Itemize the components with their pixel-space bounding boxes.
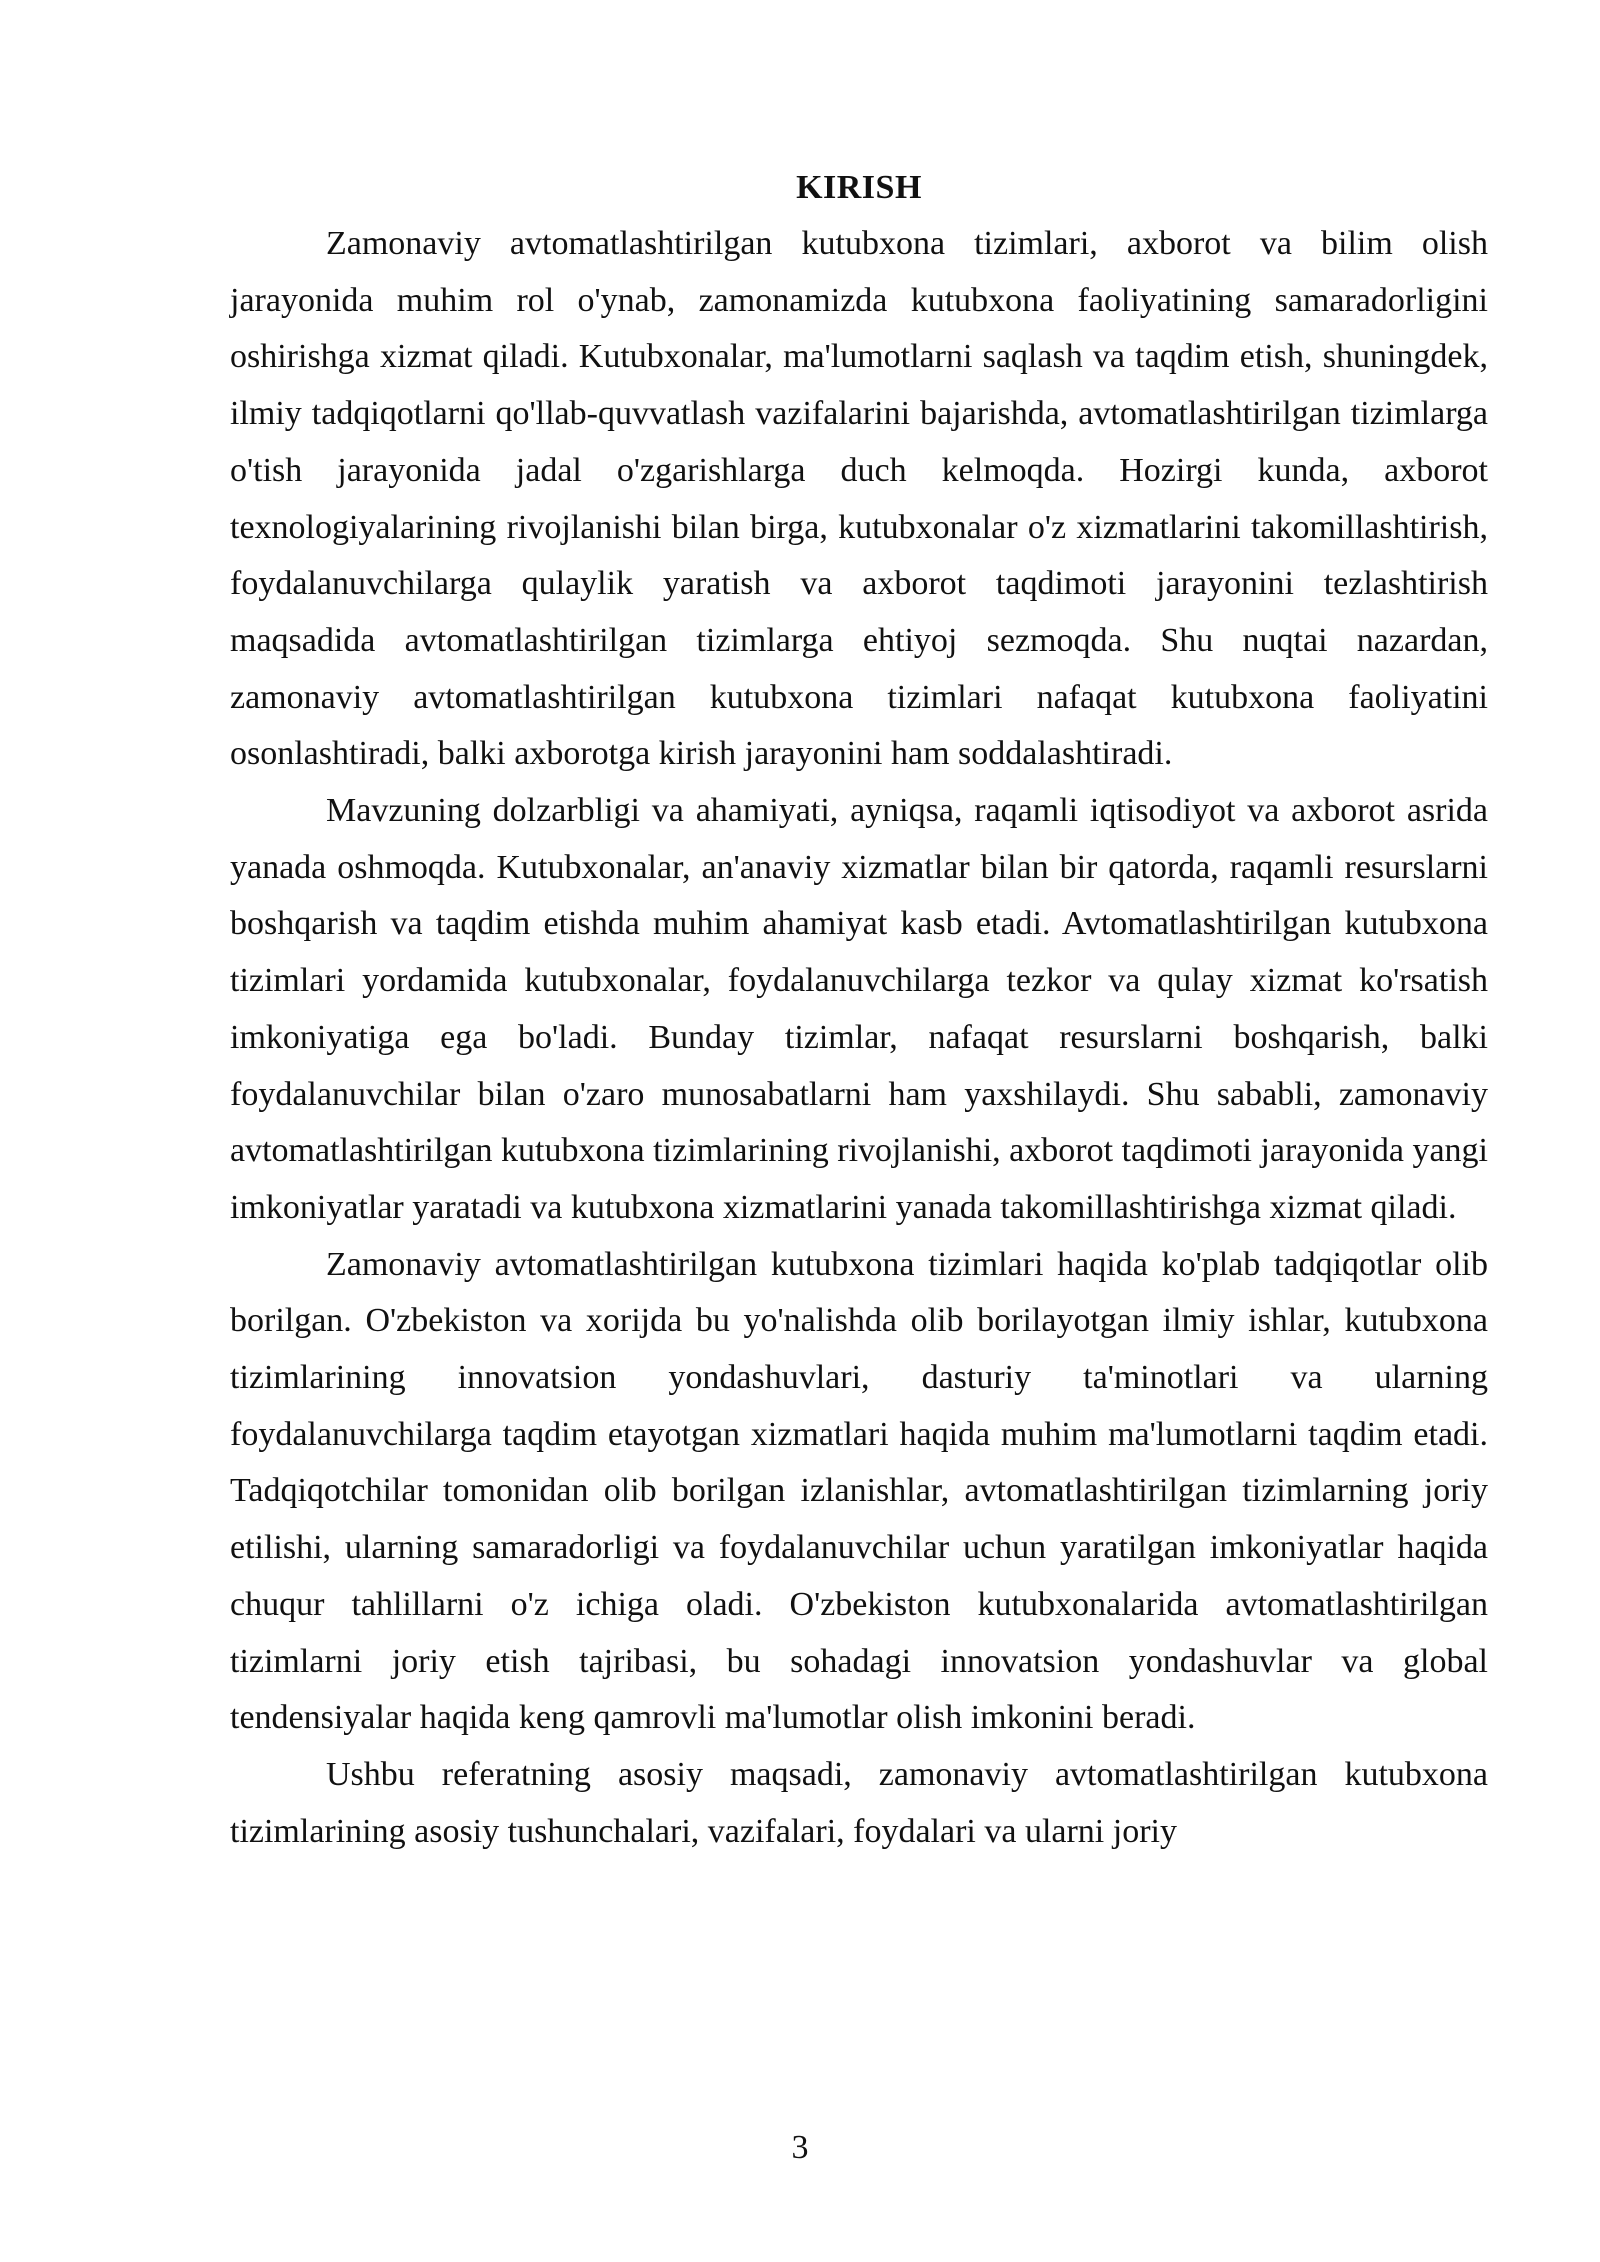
page-number: 3: [791, 2129, 809, 2166]
paragraph-4: Ushbu referatning asosiy maqsadi, zamonaviy avtomatlashtirilgan kutubxona tizimlarining asosiy tushunchalari, vazifalari, foydalari va ularni joriy: [230, 1755, 1488, 1850]
page-content: [230, 160, 1488, 1860]
paragraph-2: Mavzuning dolzarbligi va ahamiyati, ayniqsa, raqamli iqtisodiyot va axborot asrida yanada oshmoqda. Kutubxonalar, an'anaviy xizmatlar bilan bir qatorda, raqamli resurslarni boshqarish va taqdim etishda muhim ahamiyat kasb etadi. Avtomatlashtirilgan kutubxona tizimlari yordamida kutubxonalar, foydalanuvchilarga tezkor va qulay xizmat ko'rsatish imkoniyatiga ega bo'ladi. Bunday tizimlar, nafaqat resurslarni boshqarish, balki foydalanuvchilar bilan o'zaro munosabatlarni ham yaxshilaydi. Shu sababli, zamonaviy avtomatlashtirilgan kutubxona tizimlarining rivojlanishi, axborot taqdimoti jarayonida yangi imkoniyatlar yaratadi va kutubxona xizmatlarini yanada takomillashtirishga xizmat qiladi.: [230, 792, 1488, 1226]
paragraph-3: Zamonaviy avtomatlashtirilgan kutubxona tizimlari haqida ko'plab tadqiqotlar olib borilgan. O'zbekiston va xorijda bu yo'nalishda olib borilayotgan ilmiy ishlar, kutubxona tizimlarining innovatsion yondashuvlari, dasturiy ta'minotlari va ularning foydalanuvchilarga taqdim etayotgan xizmatlari haqida muhim ma'lumotlarni taqdim etadi. Tadqiqotchilar tomonidan olib borilgan izlanishlar, avtomatlashtirilgan tizimlarning joriy etilishi, ularning samaradorligi va foydalanuvchilar uchun yaratilgan imkoniyatlar haqida chuqur tahlillarni o'z ichiga oladi. O'zbekiston kutubxonalarida avtomatlashtirilgan tizimlarni joriy etish tajribasi, bu sohadagi innovatsion yondashuvlar va global tendensiyalar haqida keng qamrovli ma'lumotlar olish imkonini beradi.: [230, 1245, 1488, 1737]
section-title: KIRISH: [796, 169, 922, 206]
paragraph-1: Zamonaviy avtomatlashtirilgan kutubxona tizimlari, axborot va bilim olish jarayonida muhim rol o'ynab, zamonamizda kutubxona faoliyatining samaradorligini oshirishga xizmat qiladi. Kutubxonalar, ma'lumotlarni saqlash va taqdim etish, shuningdek, ilmiy tadqiqotlarni qo'llab-quvvatlash vazifalarini bajarishda, avtomatlashtirilgan tizimlarga o'tish jarayonida jadal o'zgarishlarga duch kelmoqda. Hozirgi kunda, axborot texnologiyalarining rivojlanishi bilan birga, kutubxonalar o'z xizmatlarini takomillashtirish, foydalanuvchilarga qulaylik yaratish va axborot taqdimoti jarayonini tezlashtirish maqsadida avtomatlashtirilgan tizimlarga ehtiyoj sezmoqda. Shu nuqtai nazardan, zamonaviy avtomatlashtirilgan kutubxona tizimlari nafaqat kutubxona faoliyatini osonlashtiradi, balki axborotga kirish jarayonini ham soddalashtiradi.: [230, 225, 1488, 773]
